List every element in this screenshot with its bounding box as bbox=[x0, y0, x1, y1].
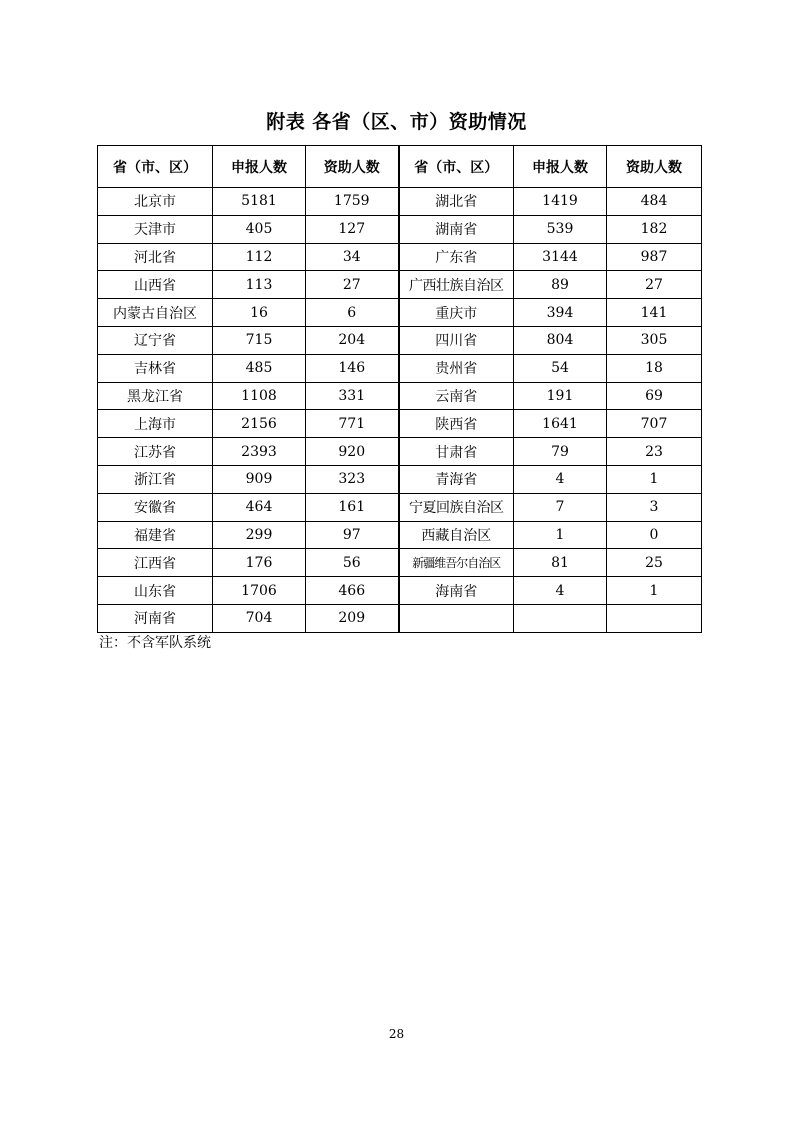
region-name: 浙江省 bbox=[98, 465, 213, 493]
region-name: 辽宁省 bbox=[98, 326, 213, 354]
region-name: 北京市 bbox=[98, 188, 213, 216]
region-name: 内蒙古自治区 bbox=[98, 299, 213, 327]
applicant-count: 54 bbox=[514, 354, 607, 382]
empty-cell bbox=[607, 604, 702, 632]
table-row bbox=[98, 188, 702, 216]
funded-count: 69 bbox=[607, 382, 702, 410]
funded-count: 3 bbox=[607, 493, 702, 521]
funded-count: 18 bbox=[607, 354, 702, 382]
region-name: 江苏省 bbox=[98, 438, 213, 466]
header-row bbox=[98, 146, 702, 188]
region-name: 陕西省 bbox=[399, 410, 514, 438]
table-footnote: 注：不含军队系统 bbox=[99, 635, 211, 651]
region-name: 黑龙江省 bbox=[98, 382, 213, 410]
applicant-count: 1419 bbox=[514, 188, 607, 216]
funded-count: 146 bbox=[306, 354, 399, 382]
region-name: 宁夏回族自治区 bbox=[399, 493, 514, 521]
table-row bbox=[98, 215, 702, 243]
region-name: 新疆维吾尔自治区 bbox=[399, 549, 514, 577]
table-row bbox=[98, 521, 702, 549]
table-row bbox=[98, 326, 702, 354]
region-name: 广东省 bbox=[399, 243, 514, 271]
header-region-left: 省（市、区） bbox=[98, 146, 213, 188]
funded-count: 25 bbox=[607, 549, 702, 577]
funded-count: 1 bbox=[607, 577, 702, 605]
table-row bbox=[98, 243, 702, 271]
applicant-count: 909 bbox=[213, 465, 306, 493]
region-name: 山东省 bbox=[98, 577, 213, 605]
applicant-count: 4 bbox=[514, 465, 607, 493]
region-name: 河北省 bbox=[98, 243, 213, 271]
table-row bbox=[98, 549, 702, 577]
funded-count: 161 bbox=[306, 493, 399, 521]
funded-count: 707 bbox=[607, 410, 702, 438]
table-row bbox=[98, 438, 702, 466]
funded-count: 305 bbox=[607, 326, 702, 354]
funded-count: 920 bbox=[306, 438, 399, 466]
funded-count: 204 bbox=[306, 326, 399, 354]
funded-count: 323 bbox=[306, 465, 399, 493]
funded-count: 331 bbox=[306, 382, 399, 410]
applicant-count: 81 bbox=[514, 549, 607, 577]
region-name: 贵州省 bbox=[399, 354, 514, 382]
applicant-count: 4 bbox=[514, 577, 607, 605]
funded-count: 127 bbox=[306, 215, 399, 243]
region-name: 广西壮族自治区 bbox=[399, 271, 514, 299]
applicant-count: 3144 bbox=[514, 243, 607, 271]
funded-count: 209 bbox=[306, 604, 399, 632]
table-title: 附表 各省（区、市）资助情况 bbox=[266, 111, 527, 133]
funded-count: 182 bbox=[607, 215, 702, 243]
applicant-count: 7 bbox=[514, 493, 607, 521]
table-row bbox=[98, 577, 702, 605]
applicant-count: 2156 bbox=[213, 410, 306, 438]
funded-count: 23 bbox=[607, 438, 702, 466]
funded-count: 466 bbox=[306, 577, 399, 605]
funded-count: 1 bbox=[607, 465, 702, 493]
table-row bbox=[98, 604, 702, 632]
applicant-count: 5181 bbox=[213, 188, 306, 216]
region-name: 江西省 bbox=[98, 549, 213, 577]
table-row bbox=[98, 465, 702, 493]
funded-count: 0 bbox=[607, 521, 702, 549]
region-name: 湖南省 bbox=[399, 215, 514, 243]
header-applicants-left: 申报人数 bbox=[213, 146, 306, 188]
header-applicants-right: 申报人数 bbox=[514, 146, 607, 188]
applicant-count: 79 bbox=[514, 438, 607, 466]
funded-count: 34 bbox=[306, 243, 399, 271]
table-row bbox=[98, 382, 702, 410]
region-name: 安徽省 bbox=[98, 493, 213, 521]
table-row bbox=[98, 299, 702, 327]
applicant-count: 1706 bbox=[213, 577, 306, 605]
funded-count: 1759 bbox=[306, 188, 399, 216]
region-name: 上海市 bbox=[98, 410, 213, 438]
applicant-count: 1 bbox=[514, 521, 607, 549]
table-row bbox=[98, 493, 702, 521]
region-name: 山西省 bbox=[98, 271, 213, 299]
applicant-count: 1108 bbox=[213, 382, 306, 410]
funding-table bbox=[97, 145, 702, 633]
applicant-count: 804 bbox=[514, 326, 607, 354]
applicant-count: 539 bbox=[514, 215, 607, 243]
funded-count: 141 bbox=[607, 299, 702, 327]
applicant-count: 485 bbox=[213, 354, 306, 382]
applicant-count: 704 bbox=[213, 604, 306, 632]
funded-count: 484 bbox=[607, 188, 702, 216]
region-name: 湖北省 bbox=[399, 188, 514, 216]
table-row bbox=[98, 271, 702, 299]
region-name: 福建省 bbox=[98, 521, 213, 549]
applicant-count: 299 bbox=[213, 521, 306, 549]
region-name: 重庆市 bbox=[399, 299, 514, 327]
funded-count: 27 bbox=[607, 271, 702, 299]
region-name: 天津市 bbox=[98, 215, 213, 243]
funded-count: 6 bbox=[306, 299, 399, 327]
funded-count: 27 bbox=[306, 271, 399, 299]
applicant-count: 464 bbox=[213, 493, 306, 521]
funded-count: 771 bbox=[306, 410, 399, 438]
applicant-count: 715 bbox=[213, 326, 306, 354]
header-region-right: 省（市、区） bbox=[399, 146, 514, 188]
applicant-count: 2393 bbox=[213, 438, 306, 466]
applicant-count: 191 bbox=[514, 382, 607, 410]
applicant-count: 176 bbox=[213, 549, 306, 577]
table-row bbox=[98, 354, 702, 382]
region-name: 青海省 bbox=[399, 465, 514, 493]
applicant-count: 405 bbox=[213, 215, 306, 243]
region-name: 甘肃省 bbox=[399, 438, 514, 466]
funded-count: 987 bbox=[607, 243, 702, 271]
page-number: 28 bbox=[388, 1027, 405, 1041]
header-funded-left: 资助人数 bbox=[306, 146, 399, 188]
funded-count: 97 bbox=[306, 521, 399, 549]
region-name: 海南省 bbox=[399, 577, 514, 605]
applicant-count: 112 bbox=[213, 243, 306, 271]
region-name: 吉林省 bbox=[98, 354, 213, 382]
region-name: 河南省 bbox=[98, 604, 213, 632]
applicant-count: 1641 bbox=[514, 410, 607, 438]
region-name: 云南省 bbox=[399, 382, 514, 410]
region-name: 四川省 bbox=[399, 326, 514, 354]
applicant-count: 89 bbox=[514, 271, 607, 299]
empty-cell bbox=[514, 604, 607, 632]
applicant-count: 113 bbox=[213, 271, 306, 299]
table-row bbox=[98, 410, 702, 438]
empty-cell bbox=[399, 604, 514, 632]
applicant-count: 394 bbox=[514, 299, 607, 327]
applicant-count: 16 bbox=[213, 299, 306, 327]
header-funded-right: 资助人数 bbox=[607, 146, 702, 188]
region-name: 西藏自治区 bbox=[399, 521, 514, 549]
funded-count: 56 bbox=[306, 549, 399, 577]
